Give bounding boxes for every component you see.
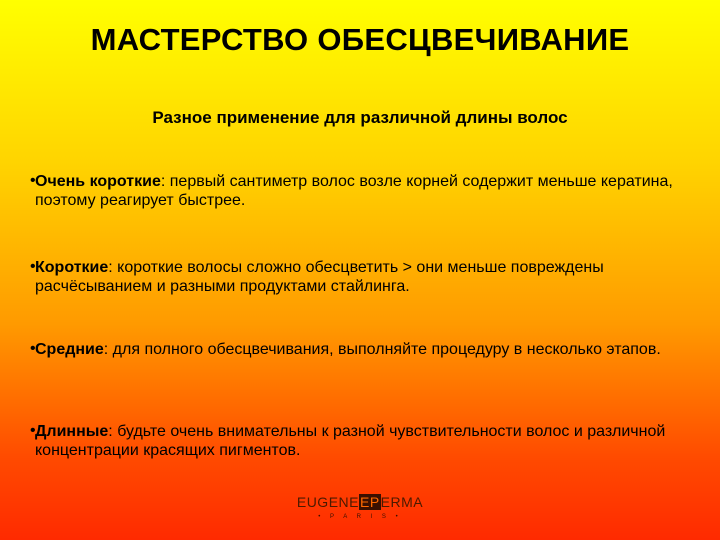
slide-title: МАСТЕРСТВО ОБЕСЦВЕЧИВАНИЕ <box>90 22 630 57</box>
logo-part-1: EUGENE <box>296 494 359 510</box>
list-item-description: : короткие волосы сложно обесцветить > они меньше повреждены расчёсыванием и разными продуктами стайлинга. <box>35 259 604 295</box>
bullet-icon: • <box>30 172 36 189</box>
list-item-term: Средние <box>35 341 104 358</box>
list-item-text <box>35 340 685 359</box>
list-item-text <box>35 258 685 296</box>
slide-subtitle: Разное применение для различной длины волос <box>152 108 568 127</box>
bullet-icon: • <box>30 258 36 275</box>
bullet-icon: • <box>30 422 36 439</box>
logo-wordmark <box>297 494 423 510</box>
list-item-text <box>35 172 685 210</box>
list-item-term: Очень короткие <box>35 173 161 190</box>
list-item-description: : для полного обесцвечивания, выполняйте процедуру в несколько этапов. <box>103 341 661 358</box>
list-item-description: : будьте очень внимательны к разной чувствительности волос и различной концентрации красящих пигментов. <box>35 423 666 459</box>
list-item-description: : первый сантиметр волос возле корней содержит меньше кератина, поэтому реагирует быстрее. <box>35 173 673 209</box>
list-item-term: Короткие <box>35 259 109 276</box>
logo-subtext: • P A R I S • <box>318 514 402 520</box>
logo-part-2: EP <box>359 494 380 510</box>
brand-logo <box>0 494 720 520</box>
list-item-text <box>35 422 685 460</box>
logo-part-3: ERMA <box>380 494 424 510</box>
list-item-term: Длинные <box>35 423 109 440</box>
bullet-icon: • <box>30 340 36 357</box>
